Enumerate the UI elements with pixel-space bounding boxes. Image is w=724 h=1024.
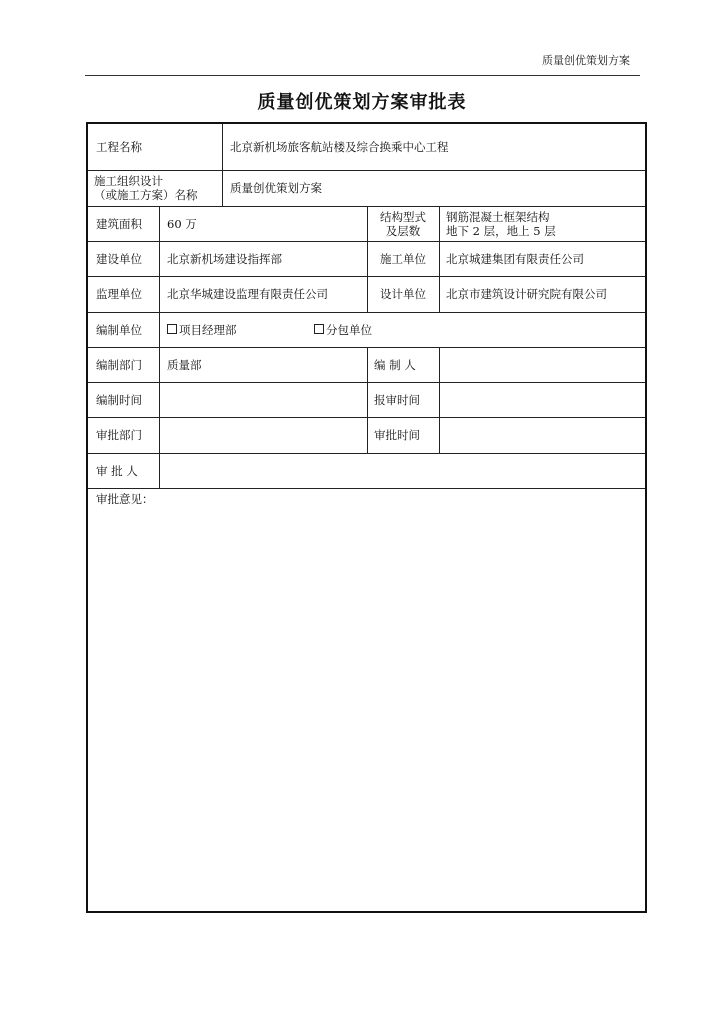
opinion-label: 审批意见： — [96, 492, 154, 506]
compile-time-label: 编制时间 — [96, 392, 142, 407]
area-label: 建筑面积 — [96, 216, 142, 231]
header-divider — [85, 75, 640, 76]
approve-dept-label: 审批部门 — [96, 428, 142, 442]
area-value: 60 万 — [167, 216, 197, 231]
compiler-dept-label: 编制部门 — [96, 357, 142, 372]
supervisor-label: 监理单位 — [96, 287, 142, 301]
approval-form — [86, 122, 647, 913]
supervisor-value: 北京华城建设监理有限责任公司 — [167, 287, 328, 301]
submit-time-value[interactable] — [446, 382, 641, 417]
option-subcontractor[interactable]: 分包单位 — [314, 312, 454, 347]
project-name-label: 工程名称 — [96, 140, 142, 154]
compiler-value[interactable] — [446, 347, 641, 382]
structure-value: 钢筋混凝土框架结构 地下 2 层，地上 5 层 — [446, 209, 556, 238]
compiler-unit-label: 编制单位 — [96, 322, 142, 337]
project-name-value: 北京新机场旅客航站楼及综合换乘中心工程 — [230, 140, 449, 154]
builder-label: 建设单位 — [96, 251, 142, 266]
submit-time-label: 报审时间 — [374, 392, 420, 407]
compiler-label: 编 制 人 — [374, 357, 416, 372]
approve-time-value[interactable] — [446, 417, 641, 453]
contractor-label: 施工单位 — [380, 251, 426, 266]
builder-value: 北京新机场建设指挥部 — [167, 251, 282, 266]
compiler-dept-value: 质量部 — [167, 357, 202, 372]
compile-time-value[interactable] — [167, 382, 367, 417]
designer-label: 设计单位 — [380, 287, 426, 301]
structure-label: 结构型式 及层数 — [380, 209, 426, 238]
approve-dept-value[interactable] — [167, 417, 367, 453]
approve-time-label: 审批时间 — [374, 428, 420, 442]
plan-name-value: 质量创优策划方案 — [230, 181, 322, 195]
page-title: 质量创优策划方案审批表 — [257, 92, 467, 113]
checkbox-project-dept[interactable] — [167, 324, 177, 334]
approver-value[interactable] — [167, 453, 637, 488]
checkbox-subcontractor[interactable] — [314, 324, 324, 334]
contractor-value: 北京城建集团有限责任公司 — [446, 251, 584, 266]
designer-value: 北京市建筑设计研究院有限公司 — [446, 287, 607, 301]
plan-name-label: 施工组织设计 （或施工方案）名称 — [94, 174, 198, 202]
option-project-dept[interactable]: 项目经理部 — [167, 312, 307, 347]
running-header: 质量创优策划方案 — [542, 54, 630, 67]
approver-label: 审 批 人 — [96, 463, 138, 478]
